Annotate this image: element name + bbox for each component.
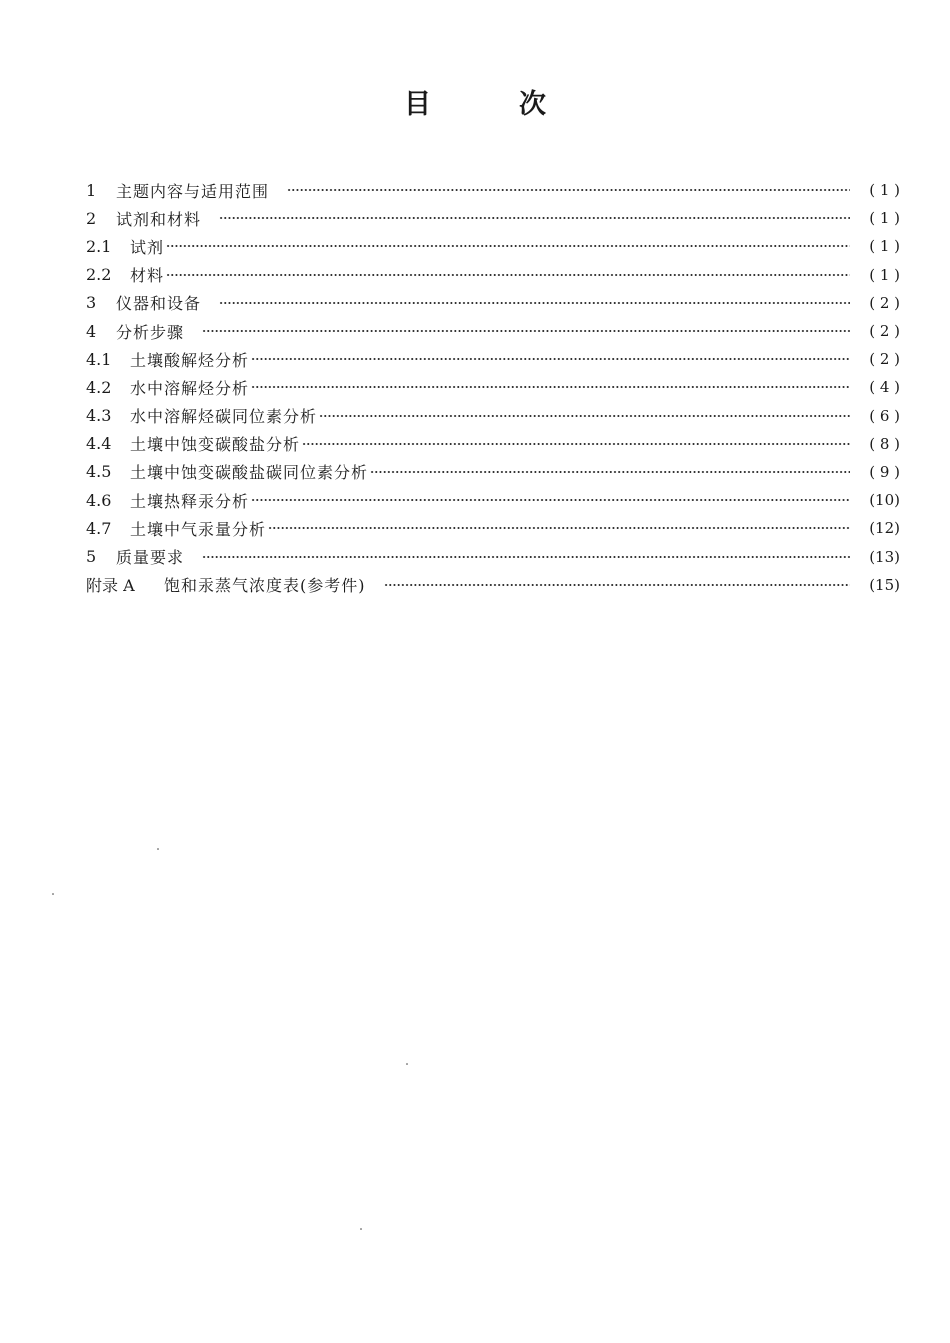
toc-entry-number: 1: [86, 180, 97, 200]
toc-entry-number: 4.6: [86, 490, 112, 510]
toc-entry-page: ( 4 ): [869, 378, 900, 397]
dot-leader: [219, 302, 850, 304]
toc-entry[interactable]: [86, 261, 900, 289]
toc-entry-title: 仪器和设备: [116, 294, 202, 314]
dot-leader: [202, 556, 850, 558]
dot-leader: [219, 217, 850, 219]
toc-entry-page: ( 1 ): [869, 237, 900, 256]
toc-entry[interactable]: [86, 458, 900, 486]
toc-entry-title: 分析步骤: [116, 322, 185, 342]
toc-entry-number: 4.4: [86, 434, 112, 454]
dot-leader: [166, 274, 850, 276]
toc-entry-title: 水中溶解烃分析: [130, 378, 250, 398]
toc-entry-number: 4.3: [86, 406, 112, 426]
toc-entry-title: 试剂和材料: [116, 209, 202, 229]
toc-entry-title: 土壤中气汞量分析: [130, 519, 267, 539]
toc-entry-page: ( 2 ): [869, 350, 900, 369]
toc-entry[interactable]: [86, 571, 900, 599]
toc-entry-number: 附录 A: [86, 576, 135, 596]
dot-leader: [287, 189, 850, 191]
toc-entry-title: 水中溶解烃碳同位素分析: [130, 407, 318, 427]
toc-entry-page: ( 6 ): [869, 406, 900, 425]
toc-entry-title: 土壤热释汞分析: [130, 491, 250, 511]
dot-leader: [202, 330, 850, 332]
toc-entry-number: 2: [86, 208, 97, 228]
toc-entry-page: ( 2 ): [869, 322, 900, 341]
toc-entry-title: 土壤酸解烃分析: [130, 350, 250, 370]
toc-entry-number: 4.5: [86, 462, 112, 482]
dot-leader: [319, 415, 850, 417]
toc-entry-number: 2.2: [86, 265, 112, 285]
toc-entry-title: 试剂: [130, 237, 165, 257]
toc-entry[interactable]: [86, 345, 900, 373]
toc-entry[interactable]: [86, 486, 900, 514]
toc-entry-number: 4: [86, 321, 97, 341]
toc-entry-title: 质量要求: [116, 548, 185, 568]
toc-entry-number: 4.2: [86, 377, 112, 397]
toc-entry[interactable]: [86, 232, 900, 260]
page-title: [0, 82, 950, 121]
dot-leader: [268, 527, 850, 529]
title-char-2: 次: [519, 89, 546, 120]
toc-entry-title: 饱和汞蒸气浓度表(参考件): [164, 576, 366, 596]
toc-entry[interactable]: [86, 289, 900, 317]
toc-entry-title: 土壤中蚀变碳酸盐碳同位素分析: [130, 463, 369, 483]
toc-entry[interactable]: [86, 402, 900, 430]
toc-entry-number: 4.1: [86, 349, 112, 369]
dot-leader: [251, 358, 850, 360]
dot-leader: [166, 245, 850, 247]
dot-leader: [251, 499, 850, 501]
toc-entry[interactable]: [86, 373, 900, 401]
toc-entry[interactable]: [86, 317, 900, 345]
toc-entry-page: ( 1 ): [869, 265, 900, 284]
toc-entry-title: 材料: [130, 266, 165, 286]
toc-entry-number: 3: [86, 293, 97, 313]
dot-leader: [384, 584, 851, 586]
table-of-contents: [86, 176, 900, 599]
dot-leader: [251, 386, 850, 388]
toc-entry-page: ( 9 ): [869, 462, 900, 481]
toc-entry-title: 土壤中蚀变碳酸盐分析: [130, 435, 301, 455]
toc-entry-page: ( 2 ): [869, 293, 900, 312]
toc-entry-page: (15): [869, 575, 900, 594]
dot-leader: [370, 471, 850, 473]
dot-leader: [302, 443, 850, 445]
toc-entry[interactable]: [86, 204, 900, 232]
toc-entry-page: (10): [869, 491, 900, 510]
toc-entry[interactable]: [86, 176, 900, 204]
toc-entry-number: 4.7: [86, 518, 112, 538]
title-char-1: 目: [404, 89, 431, 120]
toc-entry-number: 2.1: [86, 236, 112, 256]
toc-entry-page: (12): [869, 519, 900, 538]
toc-entry[interactable]: [86, 430, 900, 458]
toc-entry[interactable]: [86, 542, 900, 570]
toc-entry-number: 5: [86, 547, 97, 567]
toc-entry-page: ( 1 ): [869, 181, 900, 200]
toc-entry-page: ( 1 ): [869, 209, 900, 228]
toc-entry-title: 主题内容与适用范围: [116, 181, 270, 201]
toc-entry-page: (13): [869, 547, 900, 566]
toc-entry[interactable]: [86, 514, 900, 542]
toc-entry-page: ( 8 ): [869, 434, 900, 453]
